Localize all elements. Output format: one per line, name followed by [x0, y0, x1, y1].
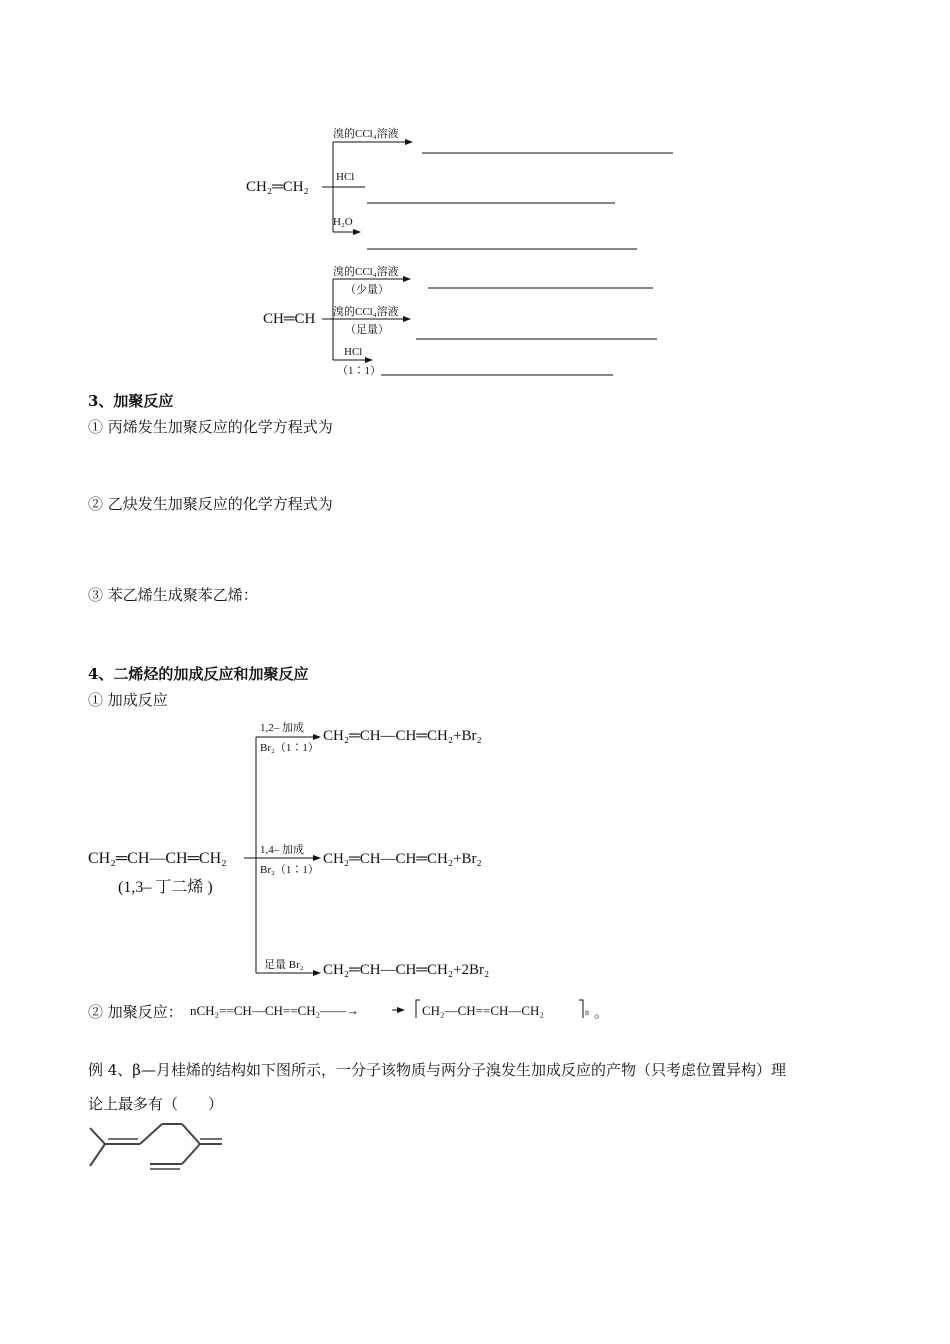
branch-12-product: CH₂═CH—CH═CH₂+Br₂	[323, 728, 482, 744]
polymer-bracket-left	[416, 1000, 420, 1018]
branch-14-top: 1,4– 加成	[260, 844, 304, 856]
section-4-heading: 4、二烯烃的加成反应和加聚反应	[88, 665, 309, 683]
acetylene-branch-2-reagent: 溴的CCl₄溶液	[333, 306, 399, 318]
myrcene-bond-b	[90, 1144, 105, 1166]
butadiene-formula: CH₂═CH—CH═CH₂	[88, 850, 227, 867]
myrcene-bond-d	[140, 1124, 162, 1144]
ethylene-branch-1-reagent: 溴的CCl₄溶液	[333, 128, 399, 140]
section-3-item-3: ③ 苯乙烯生成聚苯乙烯：	[88, 586, 258, 604]
acetylene-branch-2-note: （足量）	[345, 324, 389, 336]
myrcene-bond-h	[182, 1144, 200, 1164]
section-3-item-2: ② 乙炔发生加聚反应的化学方程式为	[88, 495, 333, 513]
butadiene-name: (1,3– 丁二烯 )	[118, 879, 213, 896]
example-4-line-2: 论上最多有（ ）	[88, 1095, 224, 1113]
polymerization-reactant: nCH₂==CH—CH==CH₂——→	[190, 1003, 360, 1018]
branch-12-bottom: Br₂（1∶1）	[260, 742, 319, 754]
acetylene-branch-3-reagent: HCl	[344, 346, 363, 358]
branch-14-product: CH₂═CH—CH═CH₂+Br₂	[323, 851, 482, 867]
branch-excess-product: CH₂═CH—CH═CH₂+2Br₂	[323, 962, 490, 978]
acetylene-branch-3-note: （1∶1）	[337, 365, 381, 377]
myrcene-structure	[90, 1124, 222, 1169]
polymer-bracket-right	[579, 1000, 583, 1018]
branch-12-top: 1,2– 加成	[260, 722, 304, 734]
section-3-item-1: ① 丙烯发生加聚反应的化学方程式为	[88, 418, 333, 436]
polymerization-product: CH₂—CH==CH—CH₂	[422, 1003, 544, 1018]
example-4-line-1: 例 4、β—月桂烯的结构如下图所示，一分子该物质与两分子溴发生加成反应的产物（只考虑位置异构）理	[88, 1061, 786, 1079]
polymerization-n: n	[585, 1008, 589, 1017]
section-4-sub-1: ① 加成反应	[88, 691, 168, 709]
branch-14-bottom: Br₂（1∶1）	[260, 864, 319, 876]
polymerization-period: 。	[594, 1003, 610, 1021]
acetylene-branch-1-note: （少量）	[345, 284, 389, 296]
section-4-sub-2-label: ② 加聚反应：	[88, 1003, 183, 1021]
myrcene-bond-f	[182, 1124, 200, 1144]
acetylene-branch-1-reagent: 溴的CCl₄溶液	[333, 266, 399, 278]
myrcene-bond-a	[90, 1128, 105, 1144]
section-3-heading: 3、加聚反应	[88, 392, 174, 410]
branch-excess-top: 足量 Br₂	[264, 959, 304, 971]
ethylene-formula: CH₂═CH₂	[246, 179, 309, 195]
acetylene-formula: CH═CH	[263, 311, 316, 327]
ethylene-branch-2-reagent: HCl	[336, 171, 355, 183]
ethylene-branch-3-reagent: H₂O	[333, 216, 353, 228]
